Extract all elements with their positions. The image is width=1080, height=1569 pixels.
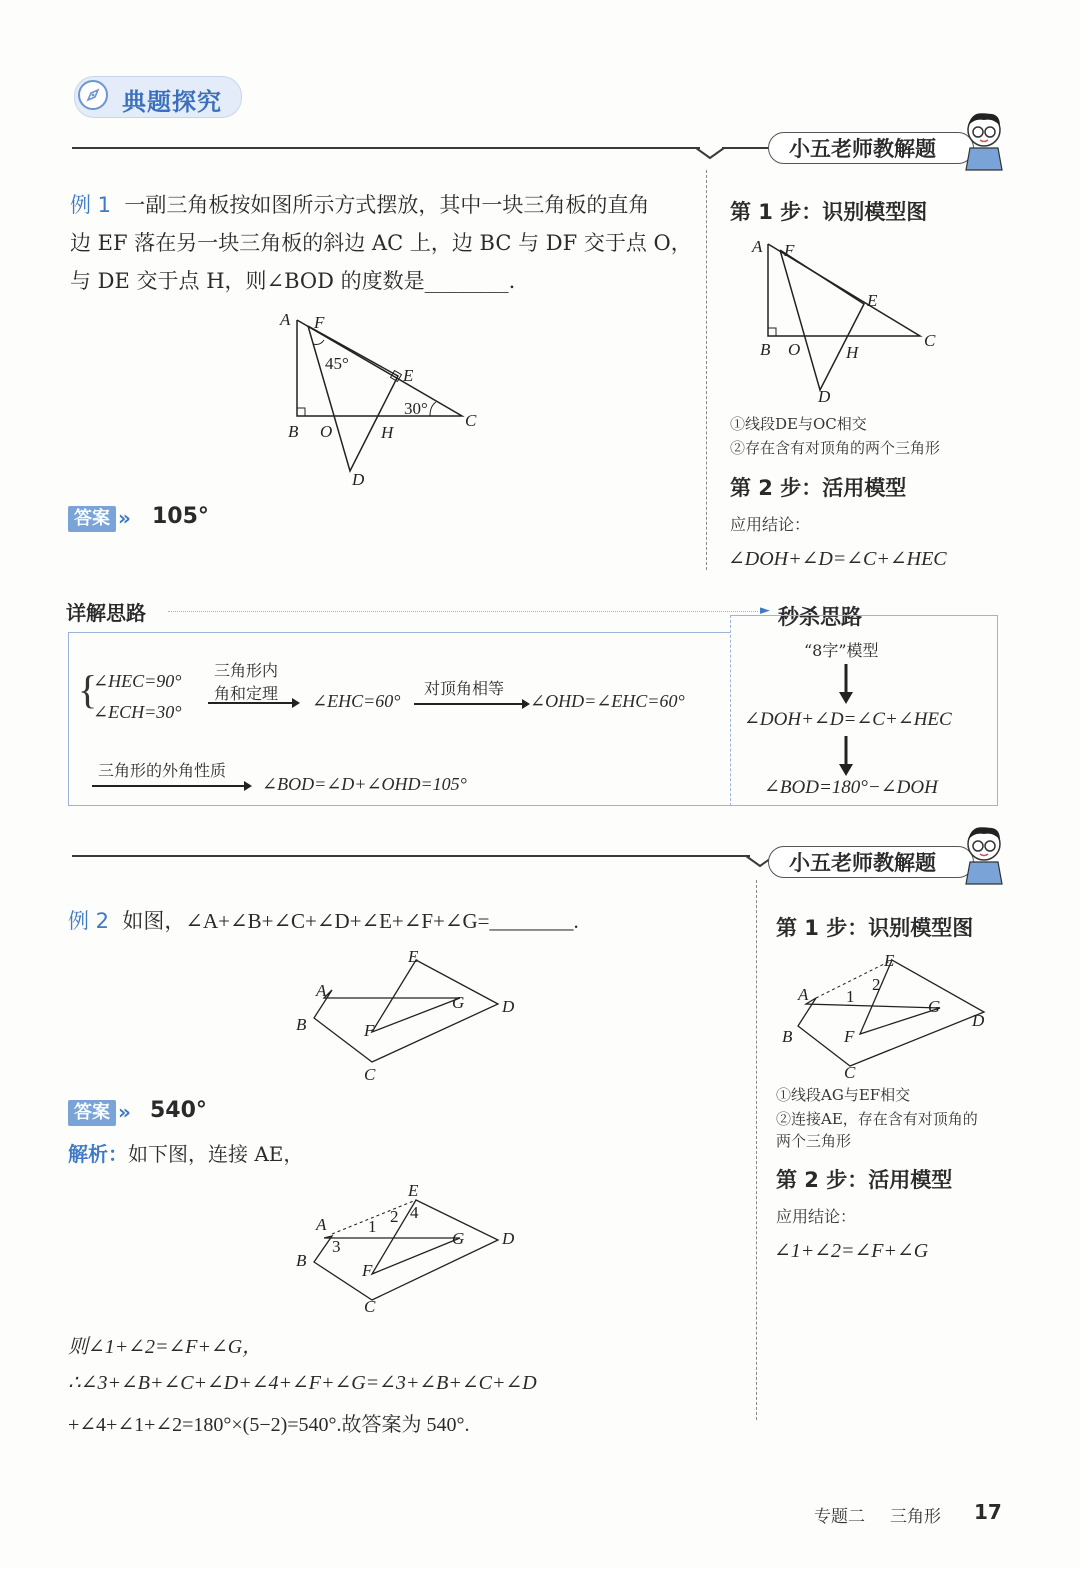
- polygon-figure-annotated: [290, 1178, 530, 1320]
- problem-text: 边 EF 落在另一块三角板的斜边 AC 上，边 BC 与 DF 交于点 O，: [70, 231, 692, 255]
- svg-text:E: E: [867, 291, 878, 310]
- svg-text:B: B: [782, 1027, 793, 1046]
- example-label: 例 1: [70, 193, 112, 217]
- svg-text:F: F: [314, 313, 325, 332]
- quick-title: 秒杀思路: [778, 605, 862, 629]
- svg-text:D: D: [972, 1011, 985, 1030]
- note: ①线段DE与OC相交: [730, 415, 867, 433]
- model-name: “8字”模型: [804, 641, 879, 660]
- svg-text:D: D: [502, 1229, 515, 1248]
- note: 两个三角形: [776, 1132, 852, 1150]
- teacher-tab: 小五老师教解题: [768, 132, 974, 164]
- teacher-avatar-icon: [960, 108, 1008, 172]
- divider: [72, 147, 700, 149]
- svg-text:G: G: [928, 997, 941, 1016]
- svg-text:2: 2: [872, 975, 881, 994]
- svg-text:G: G: [452, 993, 465, 1012]
- model-figure: [776, 948, 996, 1084]
- polygon-figure: [290, 944, 530, 1088]
- answer-value: 105°: [152, 504, 209, 529]
- down-arrow-icon: [836, 734, 856, 778]
- note: ①线段AG与EF相交: [776, 1086, 911, 1104]
- svg-text:H: H: [381, 423, 394, 442]
- arrow-icon: [206, 697, 302, 709]
- svg-text:D: D: [352, 470, 365, 489]
- down-arrow-icon: [836, 662, 856, 706]
- svg-text:1: 1: [368, 1217, 377, 1236]
- model-figure: [748, 232, 948, 407]
- example-label: 例 2: [68, 909, 110, 933]
- svg-text:O: O: [788, 340, 801, 359]
- svg-text:4: 4: [410, 1203, 419, 1222]
- svg-text:3: 3: [332, 1237, 341, 1256]
- apply-label: 应用结论：: [776, 1207, 857, 1226]
- svg-text:B: B: [760, 340, 771, 359]
- svg-text:B: B: [288, 422, 299, 441]
- svg-text:F: F: [362, 1261, 373, 1280]
- svg-text:D: D: [502, 997, 515, 1016]
- step-title: 第 1 步：识别模型图: [776, 916, 974, 940]
- teacher-tab: 小五老师教解题: [768, 846, 974, 878]
- svg-text:F: F: [844, 1027, 855, 1046]
- page-number: 17: [974, 1500, 1002, 1524]
- solution-line: +∠4+∠1+∠2=180°×(5−2)=540°.故答案为 540°.: [68, 1414, 470, 1436]
- svg-text:A: A: [752, 237, 763, 256]
- label-A: A: [280, 310, 291, 329]
- arrow-icon: [90, 780, 256, 792]
- footer-chapter: 三角形: [890, 1507, 941, 1527]
- footer-topic: 专题二: [814, 1507, 865, 1527]
- svg-text:B: B: [296, 1015, 307, 1034]
- solution-line: ∴∠3+∠B+∠C+∠D+∠4+∠F+∠G=∠3+∠B+∠C+∠D: [68, 1372, 537, 1394]
- svg-text:C: C: [364, 1065, 376, 1084]
- svg-text:1: 1: [846, 987, 855, 1006]
- svg-text:G: G: [452, 1229, 465, 1248]
- svg-text:E: E: [403, 366, 414, 385]
- triangle-figure: [270, 306, 490, 496]
- chevron-icon: »: [118, 1100, 131, 1124]
- triangle-pointer-icon: ►: [760, 603, 770, 618]
- analysis-text: 如下图，连接 AE，: [128, 1142, 304, 1166]
- svg-text:O: O: [320, 422, 333, 441]
- svg-text:45°: 45°: [325, 354, 349, 373]
- svg-text:C: C: [844, 1063, 856, 1082]
- svg-text:E: E: [884, 951, 895, 970]
- answer-badge: 答案: [68, 506, 116, 532]
- svg-text:F: F: [364, 1021, 375, 1040]
- problem-text: 一副三角板按如图所示方式摆放，其中一块三角板的直角: [124, 193, 650, 217]
- divider-notch: [696, 140, 726, 160]
- svg-text:D: D: [818, 387, 831, 406]
- svg-text:C: C: [924, 331, 936, 350]
- brace: {: [78, 667, 98, 712]
- chevron-icon: »: [118, 506, 131, 530]
- analysis-label: 解析：: [68, 1142, 128, 1166]
- formula: ∠DOH+∠D=∠C+∠HEC: [728, 548, 947, 570]
- note: ②连接AE，存在含有对顶角的: [776, 1110, 978, 1128]
- teacher-avatar-icon: [960, 822, 1008, 886]
- svg-text:A: A: [798, 985, 809, 1004]
- svg-text:B: B: [296, 1251, 307, 1270]
- svg-text:2: 2: [390, 1207, 399, 1226]
- svg-text:E: E: [408, 1181, 419, 1200]
- compass-icon: [78, 80, 108, 110]
- problem-text: 与 DE 交于点 H，则∠BOD 的度数是________.: [70, 269, 516, 293]
- svg-text:F: F: [784, 241, 795, 260]
- svg-text:A: A: [316, 981, 327, 1000]
- step-title: 第 2 步：活用模型: [776, 1168, 953, 1192]
- svg-text:E: E: [408, 947, 419, 966]
- svg-text:A: A: [316, 1215, 327, 1234]
- svg-text:C: C: [364, 1297, 376, 1316]
- answer-badge: 答案: [68, 1100, 116, 1126]
- section-title: 典题探究: [122, 88, 222, 116]
- step-title: 第 1 步：识别模型图: [730, 200, 928, 224]
- arrow-icon: [412, 698, 532, 710]
- svg-text:30°: 30°: [404, 399, 428, 418]
- step-title: 第 2 步：活用模型: [730, 476, 907, 500]
- problem-text: 如图，∠A+∠B+∠C+∠D+∠E+∠F+∠G=________.: [122, 909, 579, 933]
- apply-label: 应用结论：: [730, 515, 811, 534]
- formula: ∠1+∠2=∠F+∠G: [774, 1240, 929, 1262]
- answer-value: 540°: [150, 1098, 207, 1123]
- detail-title: 详解思路: [66, 601, 146, 625]
- note: ②存在含有对顶角的两个三角形: [730, 439, 941, 457]
- svg-text:H: H: [846, 343, 859, 362]
- solution-line: 则∠1+∠2=∠F+∠G，: [68, 1336, 263, 1358]
- svg-text:C: C: [465, 411, 477, 430]
